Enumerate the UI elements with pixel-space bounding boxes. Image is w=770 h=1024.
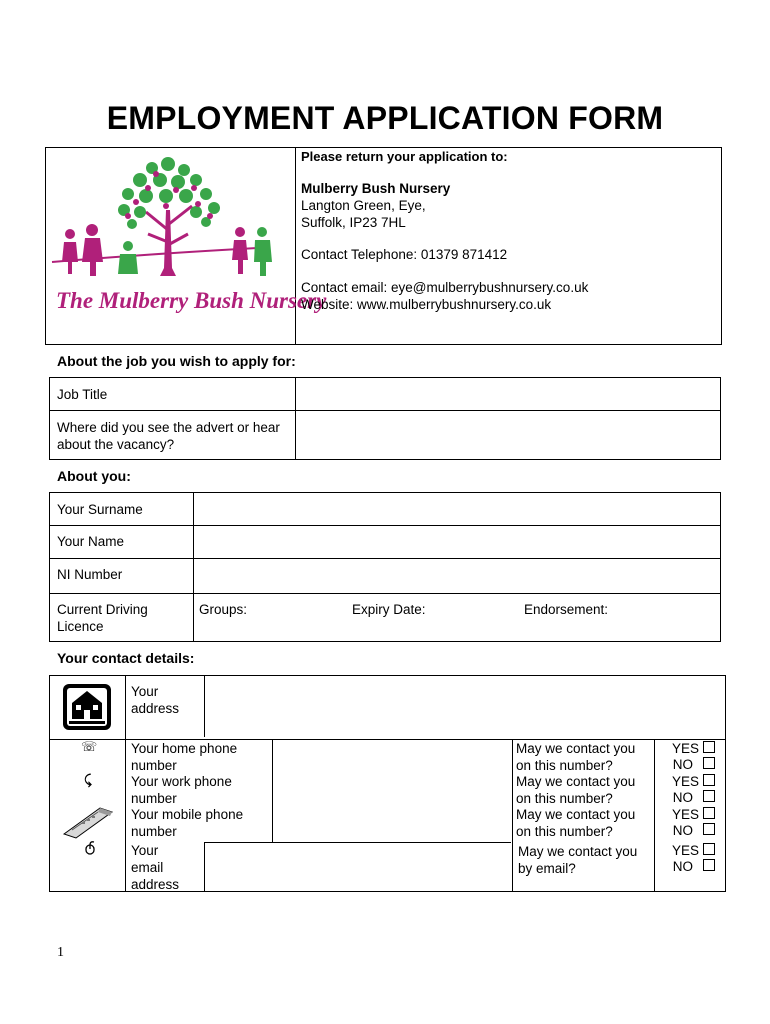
- name-field[interactable]: [194, 526, 720, 557]
- logo-text: The Mulberry Bush Nursery: [56, 288, 327, 313]
- work-no-label: NO: [672, 790, 693, 805]
- home-phone-label: Your home phone number: [131, 741, 238, 773]
- email-yes-label: YES: [671, 843, 699, 858]
- driving-licence-label: Current Driving Licence: [57, 602, 148, 634]
- nursery-logo: [48, 150, 327, 340]
- org-address: Langton Green, Eye, Suffolk, IP23 7HL: [301, 198, 426, 230]
- email-field[interactable]: [205, 842, 511, 891]
- ni-number-field[interactable]: [194, 558, 720, 591]
- mobile-no-checkbox[interactable]: [703, 823, 715, 835]
- licence-endorsement-label[interactable]: Endorsement:: [524, 602, 609, 617]
- home-yes-checkbox[interactable]: [703, 741, 715, 753]
- name-label: Your Name: [57, 534, 125, 549]
- ni-number-label: NI Number: [57, 567, 123, 582]
- home-phone-field[interactable]: [273, 740, 511, 772]
- mobile-contact-question: May we contact you on this number?: [516, 807, 636, 839]
- page-number: 1: [57, 945, 64, 960]
- house-icon: [62, 683, 112, 736]
- home-contact-question: May we contact you on this number?: [516, 741, 636, 773]
- surname-label: Your Surname: [57, 502, 143, 517]
- advert-source-field[interactable]: [296, 411, 720, 459]
- mobile-phone-icon: [60, 804, 116, 845]
- mobile-no-label: NO: [672, 823, 693, 838]
- contact-section-heading: Your contact details:: [57, 650, 195, 666]
- advert-source-label: Where did you see the advert or hear about the vacancy?: [57, 420, 280, 452]
- work-yes-label: YES: [671, 774, 699, 789]
- mobile-yes-checkbox[interactable]: [703, 807, 715, 819]
- home-no-label: NO: [672, 757, 693, 772]
- email-contact-question: May we contact you by email?: [518, 844, 638, 876]
- address-label: Your address: [131, 684, 180, 716]
- home-no-checkbox[interactable]: [703, 757, 715, 769]
- mouse-icon: [84, 841, 96, 860]
- licence-groups-label[interactable]: Groups:: [199, 602, 248, 617]
- work-phone-label: Your work phone number: [131, 774, 232, 806]
- telephone-icon: ☏: [81, 739, 98, 754]
- org-email: Contact email: eye@mulberrybushnursery.co.uk: [301, 280, 589, 295]
- job-section-heading: About the job you wish to apply for:: [57, 353, 296, 369]
- page-title: EMPLOYMENT APPLICATION FORM: [106, 100, 664, 136]
- email-no-label: NO: [672, 859, 693, 874]
- job-title-field[interactable]: [296, 378, 720, 409]
- licence-expiry-label[interactable]: Expiry Date:: [352, 602, 426, 617]
- work-contact-question: May we contact you on this number?: [516, 774, 636, 806]
- work-phone-field[interactable]: [273, 773, 511, 805]
- job-title-label: Job Title: [57, 387, 108, 402]
- org-name: Mulberry Bush Nursery: [301, 181, 451, 196]
- return-heading: Please return your application to:: [301, 149, 508, 164]
- mobile-yes-label: YES: [671, 807, 699, 822]
- address-field[interactable]: [205, 676, 725, 738]
- surname-field[interactable]: [194, 493, 720, 524]
- email-yes-checkbox[interactable]: [703, 843, 715, 855]
- org-website: Website: www.mulberrybushnursery.co.uk: [301, 297, 552, 312]
- home-yes-label: YES: [671, 741, 699, 756]
- handset-icon: ⤹: [84, 772, 92, 787]
- work-yes-checkbox[interactable]: [703, 774, 715, 786]
- email-no-checkbox[interactable]: [703, 859, 715, 871]
- work-no-checkbox[interactable]: [703, 790, 715, 802]
- mobile-phone-label: Your mobile phone number: [131, 807, 244, 839]
- mobile-phone-field[interactable]: [273, 806, 511, 838]
- about-section-heading: About you:: [57, 468, 131, 484]
- email-label: Your email address: [131, 843, 180, 892]
- org-telephone: Contact Telephone: 01379 871412: [301, 247, 508, 262]
